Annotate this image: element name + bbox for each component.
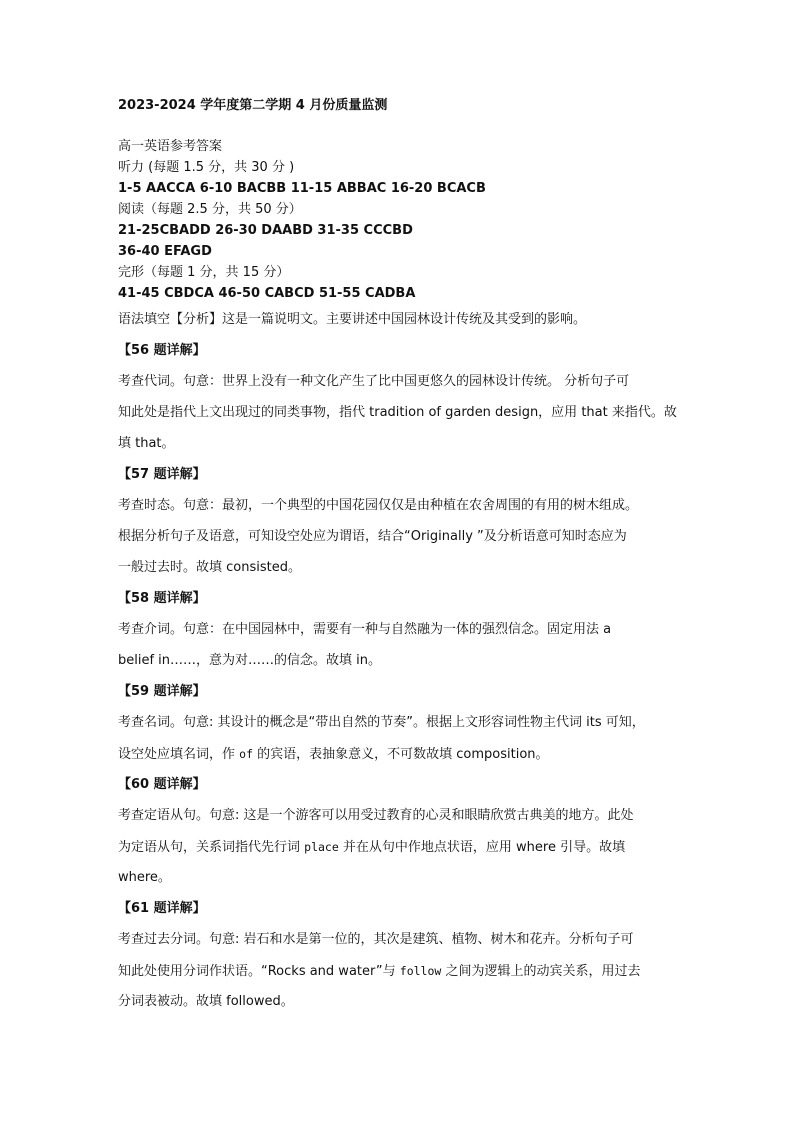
q60-line-2 — [118, 839, 625, 856]
q56-heading: 【56 题详解】 — [118, 343, 206, 358]
q60-code-word: place — [304, 840, 339, 854]
q61-line-2 — [118, 963, 640, 980]
q60-line-2a: 为定语从句，关系词指代先行词 — [118, 840, 305, 855]
q56-line-2: 知此处是指代上文出现过的同类事物，指代 tradition of garden design，应用 that 来指代。故 — [118, 405, 677, 420]
q60-line-1: 考查定语从句。句意: 这是一个游客可以用受过教育的心灵和眼睛欣赏古典美的地方。此处 — [118, 808, 634, 823]
reading-answers-2: 36-40 EFAGD — [118, 244, 212, 259]
q59-line-2b: 的宾语，表抽象意义，不可数故填 composition。 — [253, 747, 549, 762]
reading-answers-1: 21-25CBADD 26-30 DAABD 31-35 CCCBD — [118, 223, 413, 238]
q57-heading: 【57 题详解】 — [118, 467, 206, 482]
reading-header: 阅读（每题 2.5 分，共 50 分） — [118, 202, 302, 217]
q57-line-2: 根据分析句子及语意，可知设空处应为谓语，结合“Originally ”及分析语意可知时态应为 — [118, 529, 627, 544]
listening-answers: 1-5 AACCA 6-10 BACBB 11-15 ABBAC 16-20 BCACB — [118, 181, 486, 196]
q59-code-word: of — [239, 747, 253, 761]
q60-line-2b: 并在从句中作地点状语，应用 where 引导。故填 — [338, 840, 626, 855]
q57-line-3: 一般过去时。故填 consisted。 — [118, 560, 301, 575]
q56-line-1: 考查代词。句意：世界上没有一种文化产生了比中国更悠久的园林设计传统。 分析句子可 — [118, 374, 630, 389]
q61-line-1: 考查过去分词。句意: 岩石和水是第一位的，其次是建筑、植物、树木和花卉。分析句子可 — [118, 932, 634, 947]
q58-line-2: belief in……，意为对……的信念。故填 in。 — [118, 653, 382, 668]
q61-line-2b: 之间为逻辑上的动宾关系，用过去 — [441, 964, 641, 979]
q61-code-word: follow — [399, 964, 442, 978]
q56-line-3: 填 that。 — [118, 436, 175, 451]
q61-heading: 【61 题详解】 — [118, 901, 206, 916]
q60-line-3: where。 — [118, 870, 171, 885]
q57-line-1: 考查时态。句意：最初，一个典型的中国花园仅仅是由种植在农舍周围的有用的树木组成。 — [118, 498, 639, 513]
q59-heading: 【59 题详解】 — [118, 684, 206, 699]
cloze-header: 完形（每题 1 分，共 15 分） — [118, 265, 290, 280]
listening-header: 听力 (每题 1.5 分，共 30 分 ) — [118, 160, 295, 175]
document-title: 2023-2024 学年度第二学期 4 月份质量监测 — [118, 98, 388, 113]
q59-line-1: 考查名词。句意: 其设计的概念是“带出自然的节奏”。根据上文形容词性物主代词 its 可知， — [118, 715, 645, 730]
q60-heading: 【60 题详解】 — [118, 777, 206, 792]
cloze-answers: 41-45 CBDCA 46-50 CABCD 51-55 CADBA — [118, 286, 416, 301]
grammar-intro: 语法填空【分析】这是一篇说明文。主要讲述中国园林设计传统及其受到的影响。 — [118, 312, 587, 327]
document-subtitle: 高一英语参考答案 — [118, 139, 223, 154]
q58-line-1: 考查介词。句意：在中国园林中，需要有一种与自然融为一体的强烈信念。固定用法 a — [118, 622, 612, 637]
q58-heading: 【58 题详解】 — [118, 591, 206, 606]
q61-line-2a: 知此处使用分词作状语。“Rocks and water”与 — [118, 964, 400, 979]
q59-line-2 — [118, 746, 549, 763]
q59-line-2a: 设空处应填名词，作 — [118, 747, 240, 762]
q61-line-3: 分词表被动。故填 followed。 — [118, 994, 294, 1009]
